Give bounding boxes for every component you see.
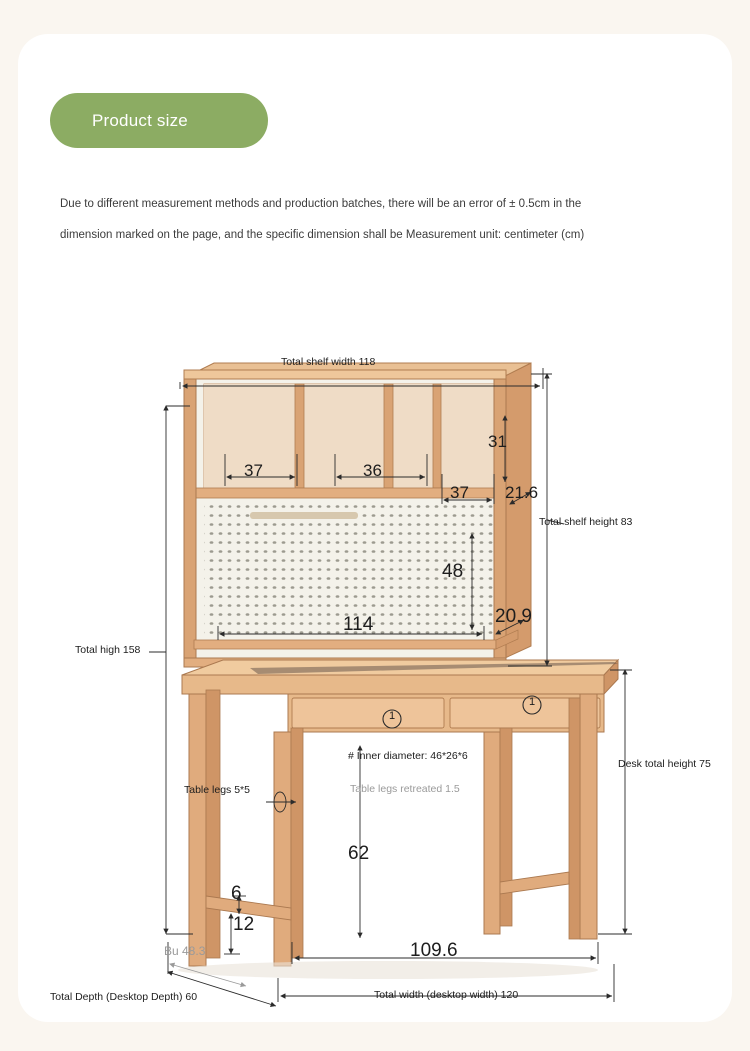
label-bay-left: 37 <box>244 461 263 480</box>
drawer-marker-left: 1 <box>389 710 396 722</box>
label-bay-mid: 36 <box>363 461 382 480</box>
label-pegboard-width: 114 <box>343 614 374 635</box>
drawer-marker-right: 1 <box>529 696 536 708</box>
label-total-depth: Total Depth (Desktop Depth) 60 <box>50 991 198 1003</box>
label-compartment-height: 31 <box>488 432 507 451</box>
label-drawer-inner-diameter: # Inner diameter: 46*26*6 <box>348 750 468 762</box>
measurement-note-line2-a: dimension marked on the page, and the specific dimension shall be <box>60 229 406 241</box>
label-lower-shelf-depth: 20.9 <box>495 606 532 627</box>
label-table-legs: Table legs 5*5 <box>184 784 250 796</box>
furniture-illustration <box>178 363 618 979</box>
label-total-high: Total high 158 <box>75 644 141 656</box>
label-stretcher-6: 6 <box>231 883 242 904</box>
label-stretcher-12: 12 <box>233 914 255 935</box>
label-shelf-depth: 21.6 <box>505 483 539 502</box>
label-total-width: Total width (desktop width) 120 <box>374 989 519 1001</box>
measurement-note-line1: Due to different measurement methods and production batches, there will be an error of ± 0.5cm in the <box>60 198 582 210</box>
label-bu-depth: Bu 48.3 <box>164 944 206 958</box>
label-pegboard-height: 48 <box>442 561 464 582</box>
label-bay-right: 37 <box>450 483 469 502</box>
label-bottom-width: 109.6 <box>410 940 458 961</box>
label-desk-total-height: Desk total height 75 <box>618 758 711 770</box>
label-total-shelf-height: Total shelf height 83 <box>539 516 633 528</box>
section-title-badge: Product size <box>50 93 268 148</box>
label-legs-retreated: Table legs retreated 1.5 <box>350 783 460 795</box>
measurement-unit: Measurement unit: centimeter (cm) <box>405 229 585 241</box>
label-total-shelf-width: Total shelf width 118 <box>281 356 376 368</box>
furniture-dimension-diagram <box>18 34 732 1022</box>
product-size-card <box>18 34 732 1022</box>
diagram-svg <box>18 34 732 1022</box>
label-leg-clearance: 62 <box>348 843 370 864</box>
